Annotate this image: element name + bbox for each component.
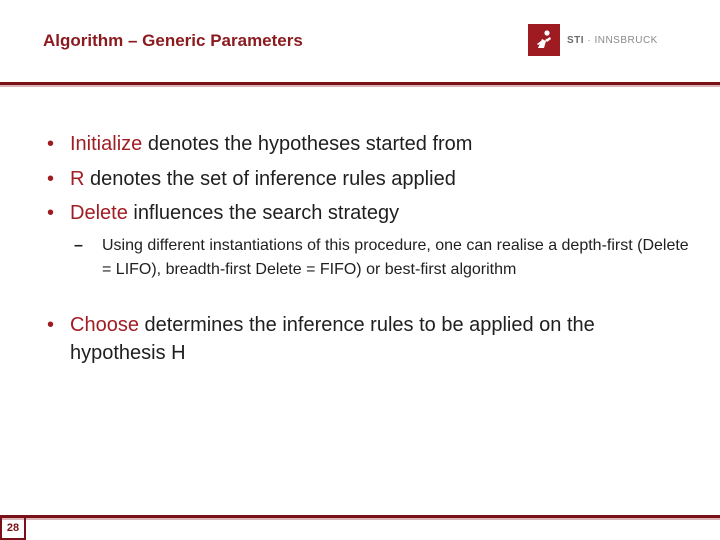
subbullet-instantiations [74, 234, 702, 282]
sti-person-icon [528, 24, 560, 56]
bullet-delete [47, 199, 670, 227]
bullet-keyword: Delete [70, 202, 128, 224]
bullet-text [70, 311, 670, 367]
bullet-keyword: R [70, 168, 85, 190]
logo-innsbruck-text: · INNSBRUCK [584, 34, 658, 46]
bullet-rest: influences the search strategy [127, 202, 400, 224]
bullet-text [70, 199, 670, 227]
logo-sti-text: STI [567, 34, 585, 46]
sub-dash: – [74, 237, 83, 254]
bullet-choose [47, 311, 670, 367]
bullet-dot-icon: • [47, 314, 55, 336]
bullet-text [70, 130, 670, 158]
bullet-initialize [47, 130, 670, 158]
bullet-rest: determines the inference rules to be applied on the hypothesis H [70, 314, 595, 364]
bullet-dot-icon: • [47, 168, 55, 190]
logo-text [567, 35, 658, 46]
bullet-dot-icon: • [47, 133, 55, 155]
bullet-keyword: Choose [70, 314, 139, 336]
bullet-r [47, 165, 670, 193]
bullet-dot-icon: • [47, 202, 55, 224]
page-number: 28 [0, 518, 26, 540]
bullet-rest: denotes the hypotheses started from [142, 133, 473, 155]
bullet-keyword: Initialize [70, 133, 143, 155]
sub-text: Using different instantiations of this procedure, one can realise a depth-first (Delete = LIFO), breadth-first Delete = FIFO) or best-first algorithm [102, 237, 689, 278]
sti-logo [528, 24, 658, 56]
slide-title: Algorithm – Generic Parameters [43, 31, 303, 50]
bullet-rest: denotes the set of inference rules applied [84, 168, 456, 190]
bullet-text [70, 165, 670, 193]
header-rule-shadow [0, 85, 720, 87]
footer-rule-shadow [0, 518, 720, 520]
